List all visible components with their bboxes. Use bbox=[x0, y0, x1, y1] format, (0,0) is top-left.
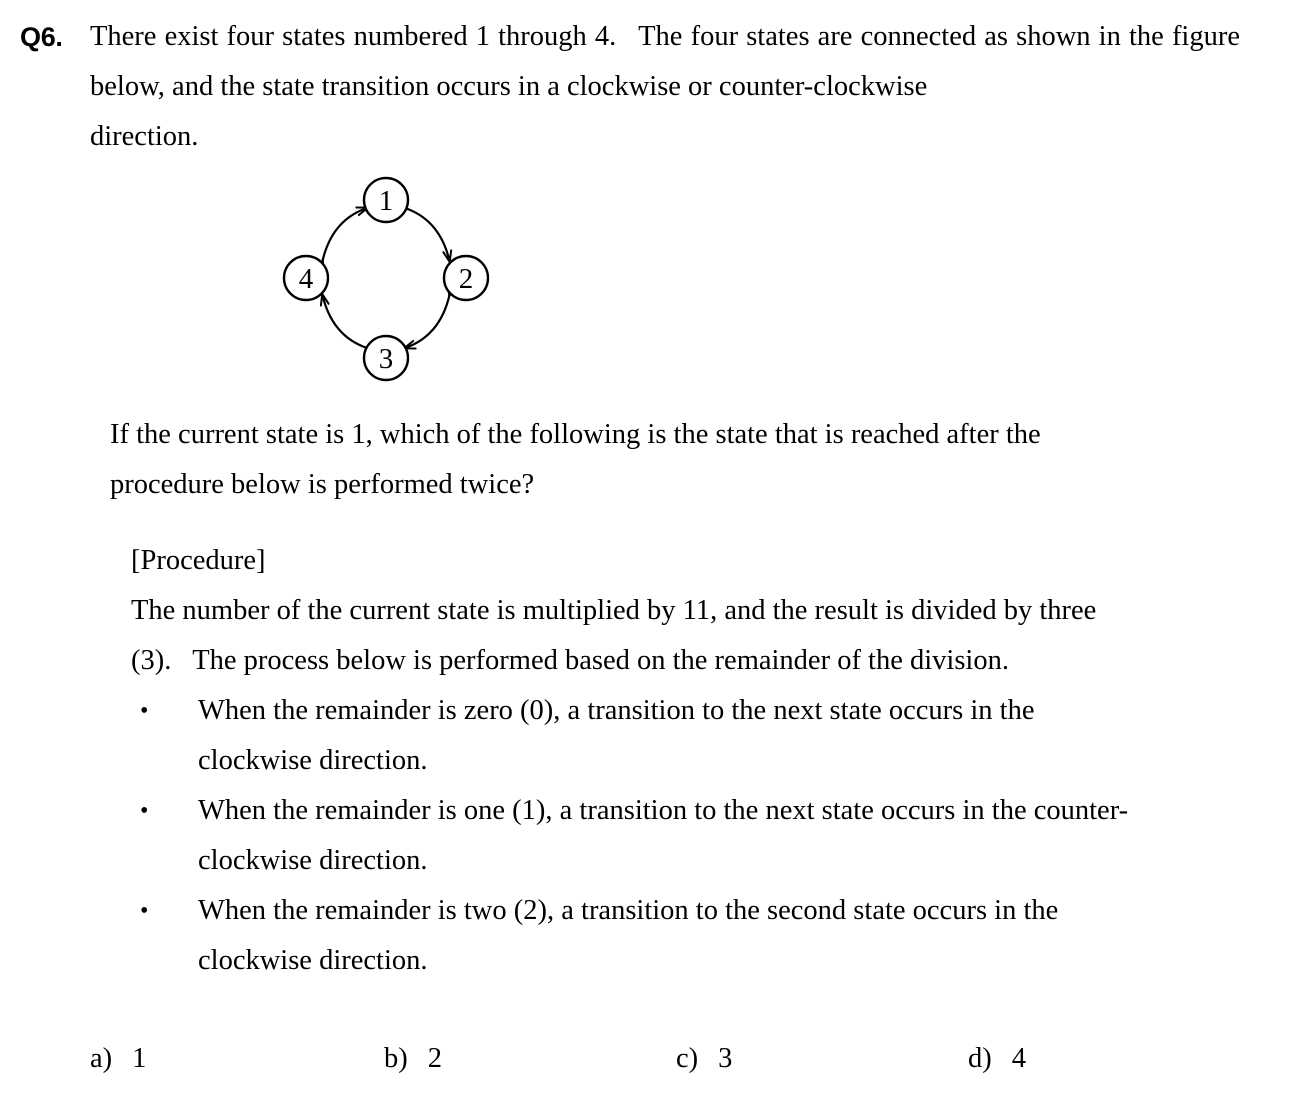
answer-options bbox=[0, 1036, 1298, 1082]
procedure-rule-list bbox=[131, 686, 1286, 986]
procedure-rule-1-main: When the remainder is one (1), a transition to the next state occurs in the counter- bbox=[198, 795, 1129, 826]
state-node-4 bbox=[284, 256, 328, 300]
bullet-icon: • bbox=[140, 698, 149, 724]
edge-1-2 bbox=[405, 208, 450, 261]
answer-option-a-key: a) bbox=[90, 1043, 113, 1074]
answer-option-d-key: d) bbox=[968, 1043, 992, 1074]
procedure-rule-1-tail: clockwise direction. bbox=[198, 845, 428, 876]
procedure-rule-text bbox=[198, 686, 1280, 786]
state-node-3-label: 3 bbox=[378, 343, 394, 375]
answer-option-a[interactable] bbox=[90, 1036, 146, 1082]
procedure-rule-text bbox=[198, 886, 1280, 986]
procedure-rule-0-main: When the remainder is zero (0), a transition to the next state occurs in the bbox=[198, 695, 1035, 726]
answer-option-d[interactable] bbox=[968, 1036, 1026, 1082]
procedure-rule-item bbox=[131, 786, 1280, 886]
procedure-description-main: The number of the current state is multiplied by 11, and the result is divided by three bbox=[131, 595, 1097, 626]
answer-option-d-value: 4 bbox=[1011, 1043, 1026, 1074]
procedure-block bbox=[131, 536, 1286, 686]
state-diagram-svg bbox=[262, 158, 522, 396]
procedure-rule-0-tail: clockwise direction. bbox=[198, 745, 428, 776]
question-number-label: Q6. bbox=[20, 22, 63, 52]
answer-option-c[interactable] bbox=[676, 1036, 732, 1082]
procedure-title: [Procedure] bbox=[131, 545, 266, 576]
procedure-description bbox=[131, 586, 1278, 686]
bullet-icon: • bbox=[140, 798, 149, 824]
procedure-rule-item bbox=[131, 886, 1280, 986]
answer-option-a-value: 1 bbox=[132, 1043, 147, 1074]
answer-option-b[interactable] bbox=[384, 1036, 442, 1082]
answer-option-b-value: 2 bbox=[427, 1043, 442, 1074]
question-stem-line-1: There exist four states numbered 1 through 4. The four states are connected as shown in the figure below, and the state transition occurs in a clockwise or counter-clockwise bbox=[90, 21, 1240, 102]
procedure-rule-item bbox=[131, 686, 1280, 786]
question-stem bbox=[0, 12, 1298, 162]
edge-4-1 bbox=[323, 208, 368, 261]
question-prompt bbox=[110, 410, 1280, 510]
state-node-4-label: 4 bbox=[298, 263, 314, 295]
state-node-2 bbox=[444, 256, 488, 300]
question-stem-line-2: direction. bbox=[90, 121, 199, 152]
procedure-rule-2-tail: clockwise direction. bbox=[198, 945, 428, 976]
answer-option-c-value: 3 bbox=[718, 1043, 733, 1074]
answer-option-c-key: c) bbox=[676, 1043, 699, 1074]
bullet-icon: • bbox=[140, 898, 149, 924]
answer-option-b-key: b) bbox=[384, 1043, 408, 1074]
state-node-1-label: 1 bbox=[378, 185, 394, 217]
edge-3-4 bbox=[323, 295, 368, 348]
state-transition-diagram bbox=[262, 158, 522, 396]
procedure-rule-2-main: When the remainder is two (2), a transition to the second state occurs in the bbox=[198, 895, 1059, 926]
edge-2-3 bbox=[405, 295, 450, 348]
state-node-2-label: 2 bbox=[458, 263, 474, 295]
procedure-description-tail: (3). The process below is performed based on the remainder of the division. bbox=[131, 645, 1009, 676]
procedure-rule-text bbox=[198, 786, 1280, 886]
question-stem-row bbox=[0, 12, 1298, 162]
state-node-1 bbox=[364, 178, 408, 222]
question-prompt-main: If the current state is 1, which of the following is the state that is reached after the bbox=[110, 419, 1041, 450]
state-node-3 bbox=[364, 336, 408, 380]
question-stem-text bbox=[90, 12, 1258, 162]
question-prompt-tail: procedure below is performed twice? bbox=[110, 469, 535, 500]
